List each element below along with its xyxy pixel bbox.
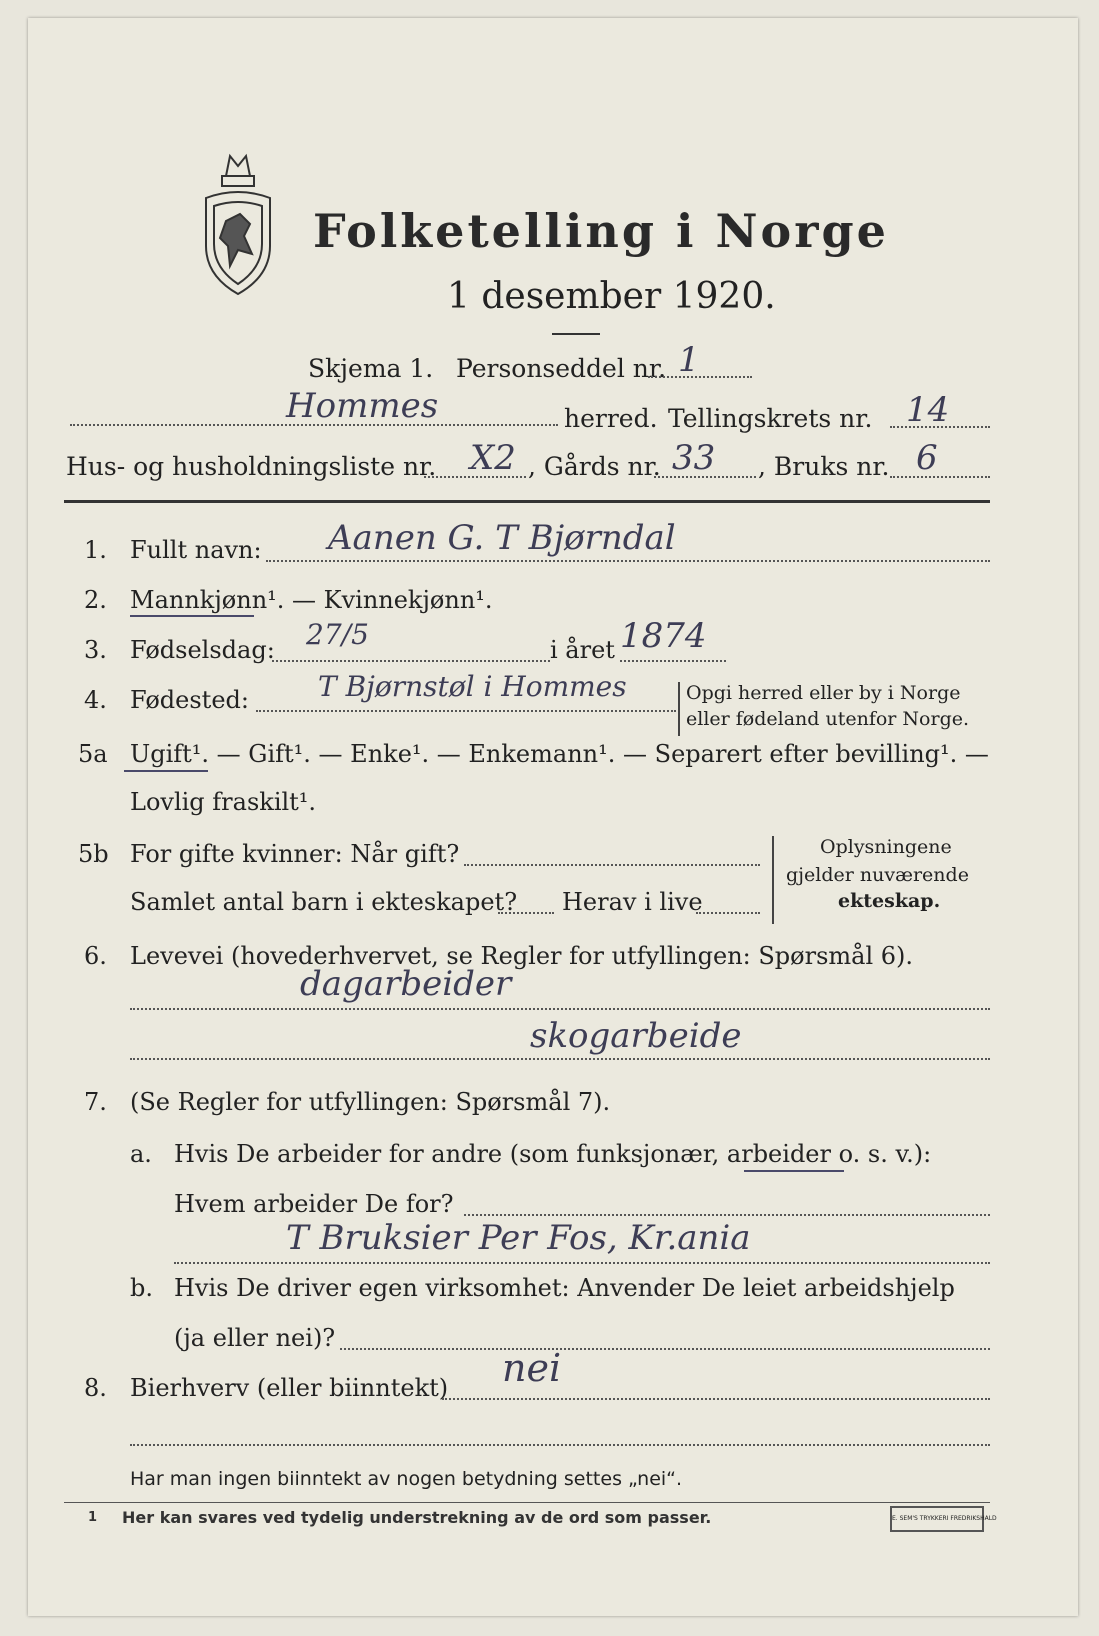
gards-value: 33: [672, 438, 716, 478]
q8-line: [442, 1398, 990, 1400]
q5a-underline: [124, 770, 208, 772]
q5b-line-2: Samlet antal barn i ekteskapet?: [130, 888, 518, 916]
personseddel-label: Personseddel nr.: [456, 354, 667, 383]
q6-line-1: [130, 1008, 990, 1010]
gards-label: , Gårds nr.: [528, 452, 661, 481]
q6-number: 6.: [84, 942, 107, 970]
q7b-line-1: Hvis De driver egen virksomhet: Anvender De leiet arbeidshjelp: [174, 1274, 955, 1302]
q8-number: 8.: [84, 1374, 107, 1402]
q7a-value-line: [174, 1262, 990, 1264]
q6-value-2: skogarbeide: [530, 1016, 742, 1056]
footnote-text: Her kan svares ved tydelig understrekning av de ord som passer.: [122, 1508, 712, 1527]
q5b-herav-label: Herav i live: [562, 888, 703, 916]
q3-year-line: [620, 660, 726, 662]
husliste-value: X2: [470, 438, 516, 478]
q5a-line-1: Ugift¹. — Gift¹. — Enke¹. — Enkemann¹. — Separert efter bevilling¹. —: [130, 740, 989, 768]
q4-label: Fødested:: [130, 686, 249, 714]
q1-label: Fullt navn:: [130, 536, 262, 564]
q3-label: Fødselsdag:: [130, 636, 275, 664]
q3-value: 27/5: [306, 618, 369, 651]
q4-number: 4.: [84, 686, 107, 714]
husliste-label: Hus- og husholdningsliste nr.: [66, 452, 437, 481]
q7a-line-1: Hvis De arbeider for andre (som funksjonær, arbeider o. s. v.):: [174, 1140, 932, 1168]
q5b-brace: [772, 836, 774, 924]
q5b-children-line: [498, 912, 554, 914]
q7a-value: T Bruksier Per Fos, Kr.ania: [286, 1218, 751, 1258]
q4-note-1: Opgi herred eller by i Norge: [686, 682, 961, 704]
q5b-note-1: Oplysningene: [820, 836, 952, 858]
q7-number: 7.: [84, 1088, 107, 1116]
tellingskrets-label: Tellingskrets nr.: [668, 404, 873, 433]
herred-label: herred.: [564, 404, 658, 433]
q2-label: Mannkjønn¹. — Kvinnekjønn¹.: [130, 586, 493, 614]
q2-number: 2.: [84, 586, 107, 614]
q6-label: Levevei (hovederhvervet, se Regler for utfyllingen: Spørsmål 6).: [130, 942, 914, 970]
personseddel-value: 1: [678, 340, 700, 380]
coat-of-arms-icon: [200, 146, 276, 296]
q4-note-2: eller fødeland utenfor Norge.: [686, 708, 970, 730]
personseddel-line: [648, 376, 752, 378]
q3-year-label: i året: [550, 636, 615, 664]
q7a-underline: [744, 1170, 844, 1172]
q1-number: 1.: [84, 536, 107, 564]
form-title: Folketelling i Norge: [313, 204, 889, 258]
q3-line: [272, 660, 550, 662]
q3-year-value: 1874: [620, 616, 707, 656]
census-date: 1 desember 1920.: [447, 276, 776, 317]
q7b-line: [340, 1348, 990, 1350]
q6-line-2: [130, 1058, 990, 1060]
q5b-alive-line: [696, 912, 760, 914]
q5b-note-2: gjelder nuværende: [786, 864, 969, 886]
q4-brace: [678, 682, 680, 736]
q8-label: Bierhverv (eller biinntekt): [130, 1374, 449, 1402]
herred-value: Hommes: [286, 386, 439, 426]
q6-value-1: dagarbeider: [300, 964, 512, 1004]
q2-underline: [130, 615, 254, 617]
q5a-number: 5a: [78, 740, 108, 768]
q5b-number: 5b: [78, 840, 109, 868]
footnote-divider: [64, 1502, 990, 1503]
q7a-letter: a.: [130, 1140, 152, 1168]
footnote-mark: 1: [88, 1510, 98, 1525]
q5b-note-3: ekteskap.: [838, 890, 941, 912]
q1-line: [266, 560, 990, 562]
q7b-line-2: (ja eller nei)?: [174, 1324, 336, 1352]
q1-value: Aanen G. T Bjørndal: [328, 518, 676, 558]
bruks-line: [890, 476, 990, 478]
q7-label: (Se Regler for utfyllingen: Spørsmål 7).: [130, 1088, 611, 1116]
census-form: [28, 18, 1078, 1616]
q7b-letter: b.: [130, 1274, 153, 1302]
q4-line: [256, 710, 676, 712]
bruks-label: , Bruks nr.: [758, 452, 890, 481]
q7a-line-2: Hvem arbeider De for?: [174, 1190, 454, 1218]
q3-number: 3.: [84, 636, 107, 664]
header-divider: [64, 500, 990, 503]
q5b-line-1: For gifte kvinner: Når gift?: [130, 840, 460, 868]
printer-stamp: E. SEM'S TRYKKERI FREDRIKSHALD: [890, 1506, 984, 1532]
q5a-line-2: Lovlig fraskilt¹.: [130, 788, 317, 816]
q8-line-2: [130, 1444, 990, 1446]
q7a-line: [464, 1214, 990, 1216]
skjema-label: Skjema 1.: [308, 354, 434, 383]
q4-value: T Bjørnstøl i Hommes: [318, 670, 627, 703]
bruks-value: 6: [916, 438, 938, 478]
q5b-married-line: [464, 864, 760, 866]
tellingskrets-value: 14: [906, 390, 950, 430]
q8-value: nei: [502, 1346, 562, 1390]
footer-note: Har man ingen biinntekt av nogen betydning settes „nei“.: [130, 1468, 683, 1490]
title-divider: [552, 333, 600, 335]
